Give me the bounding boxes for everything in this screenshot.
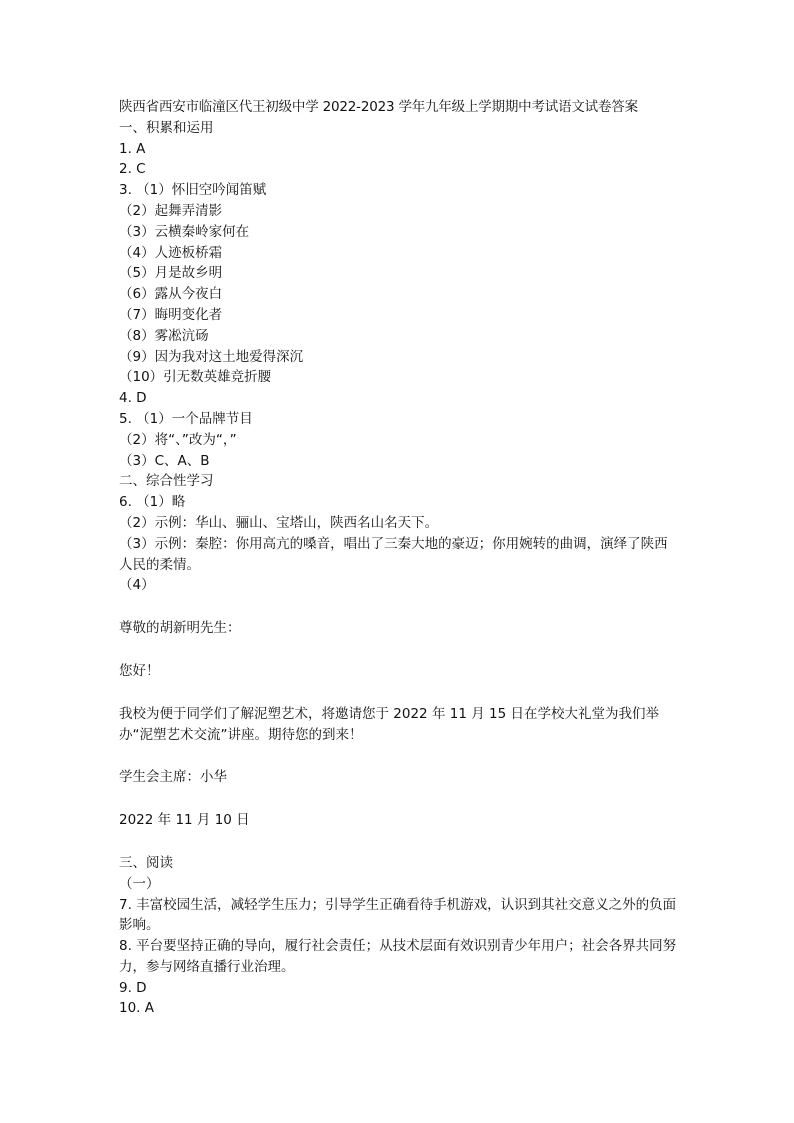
section-heading: 三、阅读 <box>119 854 173 871</box>
answer-line: （3）示例：秦腔：你用高亢的嗓音，唱出了三秦大地的豪迈；你用婉转的曲调，演绎了陕西人民的柔情。 <box>119 535 668 573</box>
answer-line: （3）C、A、B <box>119 452 210 469</box>
answer-line: 4. D <box>119 390 147 407</box>
section-heading: 一、积累和运用 <box>119 119 214 136</box>
document-content <box>119 97 679 1019</box>
answer-line: （2）将“、”改为“，” <box>119 431 237 448</box>
subsection-label: （一） <box>119 875 160 892</box>
answer-line: 1. A <box>119 140 146 157</box>
answer-line: （2）起舞弄清影 <box>119 202 223 219</box>
answer-line: 7. 丰富校园生活，减轻学生压力；引导学生正确看待手机游戏，认识到其社交意义之外的负面影响。 <box>119 896 677 934</box>
answer-line: （3）云横秦岭家何在 <box>119 223 250 240</box>
answer-line: （8）雾凇沆砀 <box>119 327 209 344</box>
answer-line: （9）因为我对这土地爱得深沉 <box>119 348 304 365</box>
answer-line: （6）露从今夜白 <box>119 286 223 303</box>
answer-line: （5）月是故乡明 <box>119 265 223 282</box>
answer-line: 8. 平台要坚持正确的导向，履行社会责任；从技术层面有效识别青少年用户；社会各界共同努力，参与网络直播行业治理。 <box>119 938 677 975</box>
letter-signature: 学生会主席：小华 <box>119 769 227 786</box>
document-title: 陕西省西安市临潼区代王初级中学 2022-2023 学年九年级上学期期中考试语文试卷答案 <box>119 99 638 115</box>
answer-line: 6. （1）略 <box>119 494 186 511</box>
answer-line: 5. （1）一个品牌节目 <box>119 410 253 427</box>
section-heading: 二、综合性学习 <box>119 473 214 490</box>
answer-line: 2. C <box>119 161 146 178</box>
answer-line: （2）示例：华山、骊山、宝塔山，陕西名山名天下。 <box>119 514 439 531</box>
answer-line: （4）人迹板桥霜 <box>119 244 223 261</box>
answer-line: （4） <box>119 577 155 594</box>
answer-line: 3. （1）怀旧空吟闻笛赋 <box>119 182 267 199</box>
letter-date: 2022 年 11 月 10 日 <box>119 812 250 829</box>
letter-greeting: 您好！ <box>119 662 160 679</box>
answer-line: （7）晦明变化者 <box>119 306 223 323</box>
answer-line: （10）引无数英雄竞折腰 <box>119 369 272 386</box>
answer-line: 9. D <box>119 979 147 996</box>
answer-line: 10. A <box>119 1000 154 1017</box>
letter-salutation: 尊敬的胡新明先生： <box>119 620 241 637</box>
letter-body: 我校为便于同学们了解泥塑艺术，将邀请您于 2022 年 11 月 15 日在学校大礼堂为我们举办“泥塑艺术交流”讲座。期待您的到来！ <box>119 705 659 743</box>
